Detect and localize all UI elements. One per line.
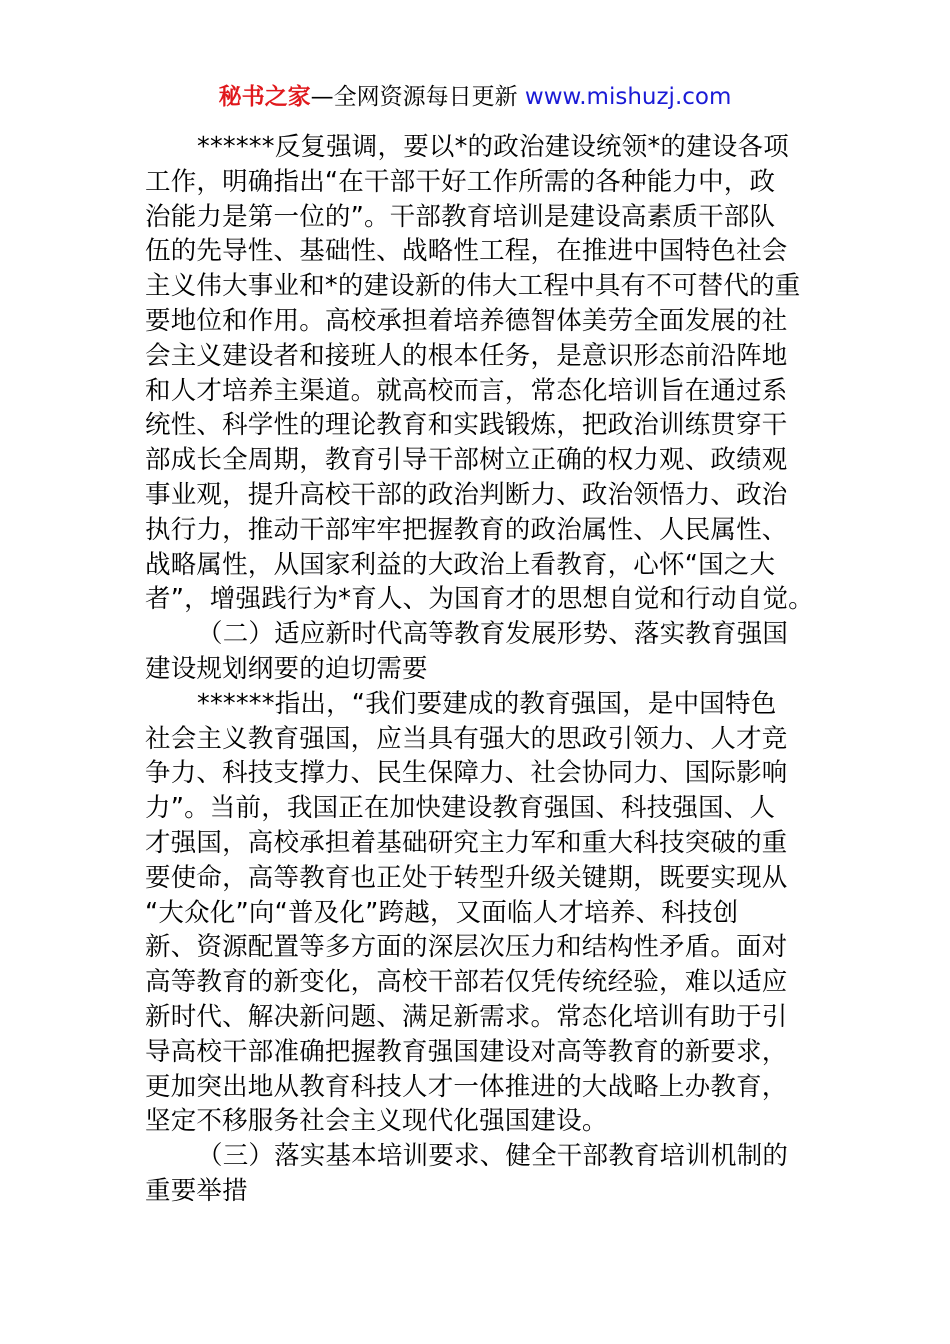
document-body xyxy=(145,130,814,1209)
paragraph-line: 部成长全周期，教育引导干部树立正确的权力观、政绩观 xyxy=(145,445,788,476)
paragraph-line: 社会主义教育强国，应当具有强大的思政引领力、人才竞 xyxy=(145,723,788,754)
paragraph-line: 工作，明确指出“在干部干好工作所需的各种能力中，政 xyxy=(145,166,776,197)
site-tagline: —全网资源每日更新 xyxy=(310,84,525,110)
paragraph-line: “大众化”向“普及化”跨越，又面临人才培养、科技创 xyxy=(145,897,739,928)
paragraph-line: 战略属性，从国家利益的大政治上看教育，心怀“国之大 xyxy=(145,549,776,580)
paragraph-line: 事业观，提升高校干部的政治判断力、政治领悟力、政治 xyxy=(145,479,788,510)
paragraph-line: 才强国，高校承担着基础研究主力军和重大科技突破的重 xyxy=(145,827,788,858)
paragraph-line: 更加突出地从教育科技人才一体推进的大战略上办教育， xyxy=(145,1071,788,1102)
paragraph-line: 高等教育的新变化，高校干部若仅凭传统经验，难以适应 xyxy=(145,967,788,998)
paragraph-line: 统性、科学性的理论教育和实践锻炼，把政治训练贯穿干 xyxy=(145,410,788,441)
paragraph-line: 会主义建设者和接班人的根本任务，是意识形态前沿阵地 xyxy=(145,340,788,371)
paragraph-line: 新时代、解决新问题、满足新需求。常态化培训有助于引 xyxy=(145,1001,788,1032)
paragraph-line: 要地位和作用。高校承担着培养德智体美劳全面发展的社 xyxy=(145,305,788,336)
paragraph-line: ******反复强调，要以*的政治建设统领*的建设各项 xyxy=(197,132,789,162)
paragraph-line: 力”。当前，我国正在加快建设教育强国、科技强国、人 xyxy=(145,793,776,824)
section-heading-line: （三）落实基本培训要求、健全干部教育培训机制的 xyxy=(197,1141,789,1172)
paragraph-line: 主义伟大事业和*的建设新的伟大工程中具有不可替代的重 xyxy=(145,271,801,302)
paragraph-line: 者”，增强践行为*育人、为国育才的思想自觉和行动自觉。 xyxy=(145,584,814,615)
paragraph-line: 坚定不移服务社会主义现代化强国建设。 xyxy=(145,1106,608,1137)
section-heading-line: （二）适应新时代高等教育发展形势、落实教育强国 xyxy=(197,619,789,650)
paragraph-line: 和人才培养主渠道。就高校而言，常态化培训旨在通过系 xyxy=(145,375,788,406)
paragraph-line: 争力、科技支撑力、民生保障力、社会协同力、国际影响 xyxy=(145,758,788,789)
paragraph-line: 导高校干部准确把握教育强国建设对高等教育的新要求， xyxy=(145,1036,788,1067)
section-heading-line: 重要举措 xyxy=(145,1175,248,1206)
paragraph-line: 执行力，推动干部牢牢把握教育的政治属性、人民属性、 xyxy=(145,514,788,545)
paragraph-line: 要使命，高等教育也正处于转型升级关键期，既要实现从 xyxy=(145,862,788,893)
paragraph-line: ******指出，“我们要建成的教育强国，是中国特色 xyxy=(197,688,777,719)
site-header xyxy=(0,80,950,114)
paragraph-line: 伍的先导性、基础性、战略性工程，在推进中国特色社会 xyxy=(145,236,788,267)
site-url-link[interactable]: www.mishuzj.com xyxy=(524,84,732,110)
paragraph-line: 治能力是第一位的”。干部教育培训是建设高素质干部队 xyxy=(145,201,776,232)
site-brand: 秘书之家 xyxy=(218,84,311,110)
paragraph-line: 新、资源配置等多方面的深层次压力和结构性矛盾。面对 xyxy=(145,932,788,963)
section-heading-line: 建设规划纲要的迫切需要 xyxy=(145,653,428,684)
